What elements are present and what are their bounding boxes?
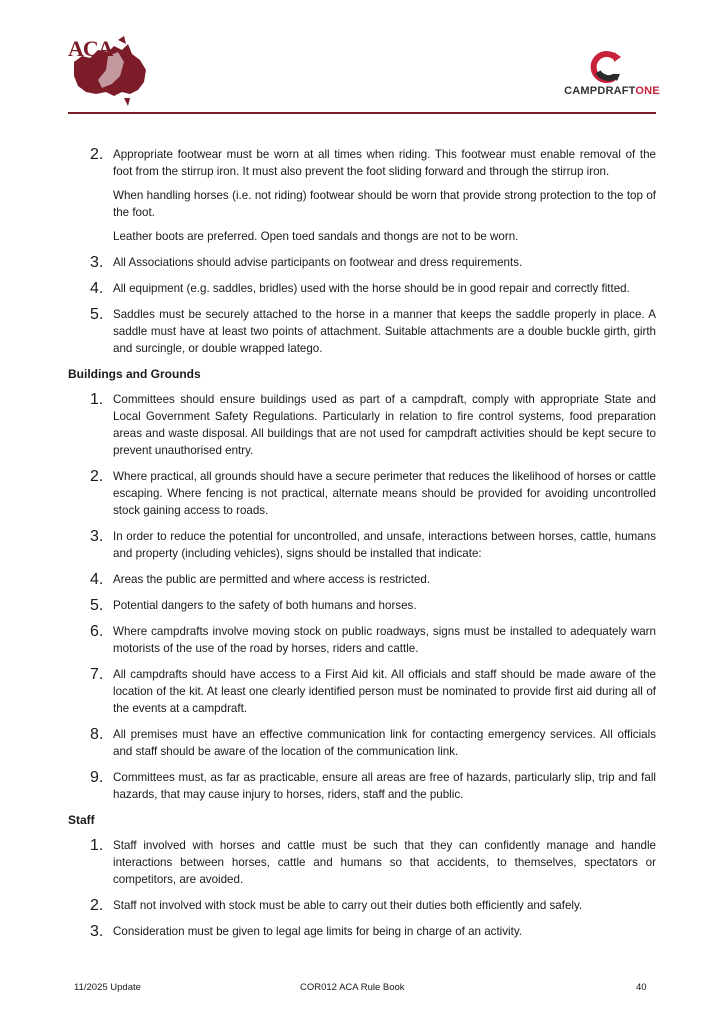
list-item	[0, 571, 724, 588]
footer-document-title: COR012 ACA Rule Book	[300, 982, 405, 993]
item-number: 8.	[90, 726, 104, 743]
campdraftone-c-logo-icon	[590, 50, 622, 84]
item-number: 4.	[90, 280, 104, 297]
list-item	[0, 897, 724, 914]
aca-logo-text: ACA	[68, 36, 113, 61]
item-paragraph: Leather boots are preferred. Open toed sandals and thongs are not to be worn.	[113, 230, 519, 243]
item-paragraph: When handling horses (i.e. not riding) footwear should be worn that provide strong protection to the top of the foot.	[113, 189, 656, 219]
item-text: Consideration must be given to legal age limits for being in charge of an activity.	[113, 925, 523, 938]
footer-update-date: 11/2025 Update	[74, 982, 141, 993]
equipment-list	[0, 146, 724, 357]
item-text: All campdrafts should have access to a First Aid kit. All officials and staff should be made aware of the location of the kit. At least one clearly identified person must be nominated to provide first aid during all of the events at a campdraft.	[113, 668, 656, 715]
item-text: Committees must, as far as practicable, ensure all areas are free of hazards, particularly slip, trip and fall hazards, that may cause injury to horses, riders, staff and the public.	[113, 771, 656, 801]
wordmark-accent: ONE	[635, 85, 660, 97]
item-text: Saddles must be securely attached to the horse in a manner that keeps the saddle properly in place. A saddle must have at least two points of attachment. Suitable attachments are a double buckle girth, girth and surcingle, or double wrapped latego.	[113, 308, 656, 355]
item-number: 2.	[90, 146, 104, 163]
list-item	[0, 146, 724, 245]
list-item	[0, 391, 724, 459]
item-number: 1.	[90, 837, 104, 854]
list-item	[0, 597, 724, 614]
aca-logo	[68, 36, 154, 108]
list-item	[0, 528, 724, 562]
list-item	[0, 468, 724, 519]
list-item	[0, 923, 724, 940]
item-text: All Associations should advise participants on footwear and dress requirements.	[113, 256, 523, 269]
item-text: Potential dangers to the safety of both humans and horses.	[113, 599, 417, 612]
buildings-list	[0, 391, 724, 803]
item-text: All premises must have an effective communication link for contacting emergency services. All officials and staff should be aware of the location of the communication link.	[113, 728, 656, 758]
item-text: Staff not involved with stock must be able to carry out their duties both efficiently and safely.	[113, 899, 583, 912]
item-number: 7.	[90, 666, 104, 683]
item-text: In order to reduce the potential for uncontrolled, and unsafe, interactions between horses, cattle, humans and property (including vehicles), signs should be installed that indicate:	[113, 530, 656, 560]
item-text: Committees should ensure buildings used as part of a campdraft, comply with appropriate State and Local Government Safety Regulations. Particularly in relation to fire control systems, food preparation areas and waste disposal. All buildings that are not used for campdraft activities should be kept secure to prevent unauthorised entry.	[113, 393, 656, 457]
section-heading-staff: Staff	[68, 813, 95, 827]
list-item	[0, 280, 724, 297]
item-text: Appropriate footwear must be worn at all times when riding. This footwear must enable removal of the foot from the stirrup iron. It must also prevent the foot sliding forward and through the stirrup iron.	[113, 148, 656, 178]
campdraftone-wordmark	[552, 85, 672, 97]
item-number: 5.	[90, 597, 104, 614]
page-header	[0, 0, 724, 120]
item-number: 2.	[90, 897, 104, 914]
list-item	[0, 726, 724, 760]
list-item	[0, 306, 724, 357]
item-text: Where practical, all grounds should have a secure perimeter that reduces the likelihood of horses or cattle escaping. Where fencing is not practical, alternate means should be provided for avoiding uncontrolled stock gaining access to roads.	[113, 470, 656, 517]
header-divider	[68, 112, 656, 114]
item-number: 3.	[90, 254, 104, 271]
item-text: Staff involved with horses and cattle must be such that they can confidently manage and handle interactions between horses, cattle and humans so that accidents, to themselves, spectators or competitors, are avoided.	[113, 839, 656, 886]
list-item	[0, 254, 724, 271]
item-number: 1.	[90, 391, 104, 408]
item-text: Areas the public are permitted and where access is restricted.	[113, 573, 431, 586]
wordmark-main: CAMPDRAFT	[564, 85, 636, 97]
staff-list	[0, 837, 724, 940]
list-item	[0, 623, 724, 657]
page-number: 40	[636, 982, 647, 993]
item-number: 4.	[90, 571, 104, 588]
item-number: 3.	[90, 528, 104, 545]
item-number: 3.	[90, 923, 104, 940]
item-number: 6.	[90, 623, 104, 640]
campdraftone-logo	[552, 50, 672, 102]
list-item	[0, 769, 724, 803]
item-number: 2.	[90, 468, 104, 485]
list-item	[0, 837, 724, 888]
list-item	[0, 666, 724, 717]
item-text: Where campdrafts involve moving stock on public roadways, signs must be installed to adequately warn motorists of the use of the road by horses, riders and cattle.	[113, 625, 656, 655]
item-text: All equipment (e.g. saddles, bridles) used with the horse should be in good repair and correctly fitted.	[113, 282, 630, 295]
item-number: 9.	[90, 769, 104, 786]
document-body	[0, 146, 724, 949]
item-number: 5.	[90, 306, 104, 323]
section-heading-buildings: Buildings and Grounds	[68, 367, 201, 381]
